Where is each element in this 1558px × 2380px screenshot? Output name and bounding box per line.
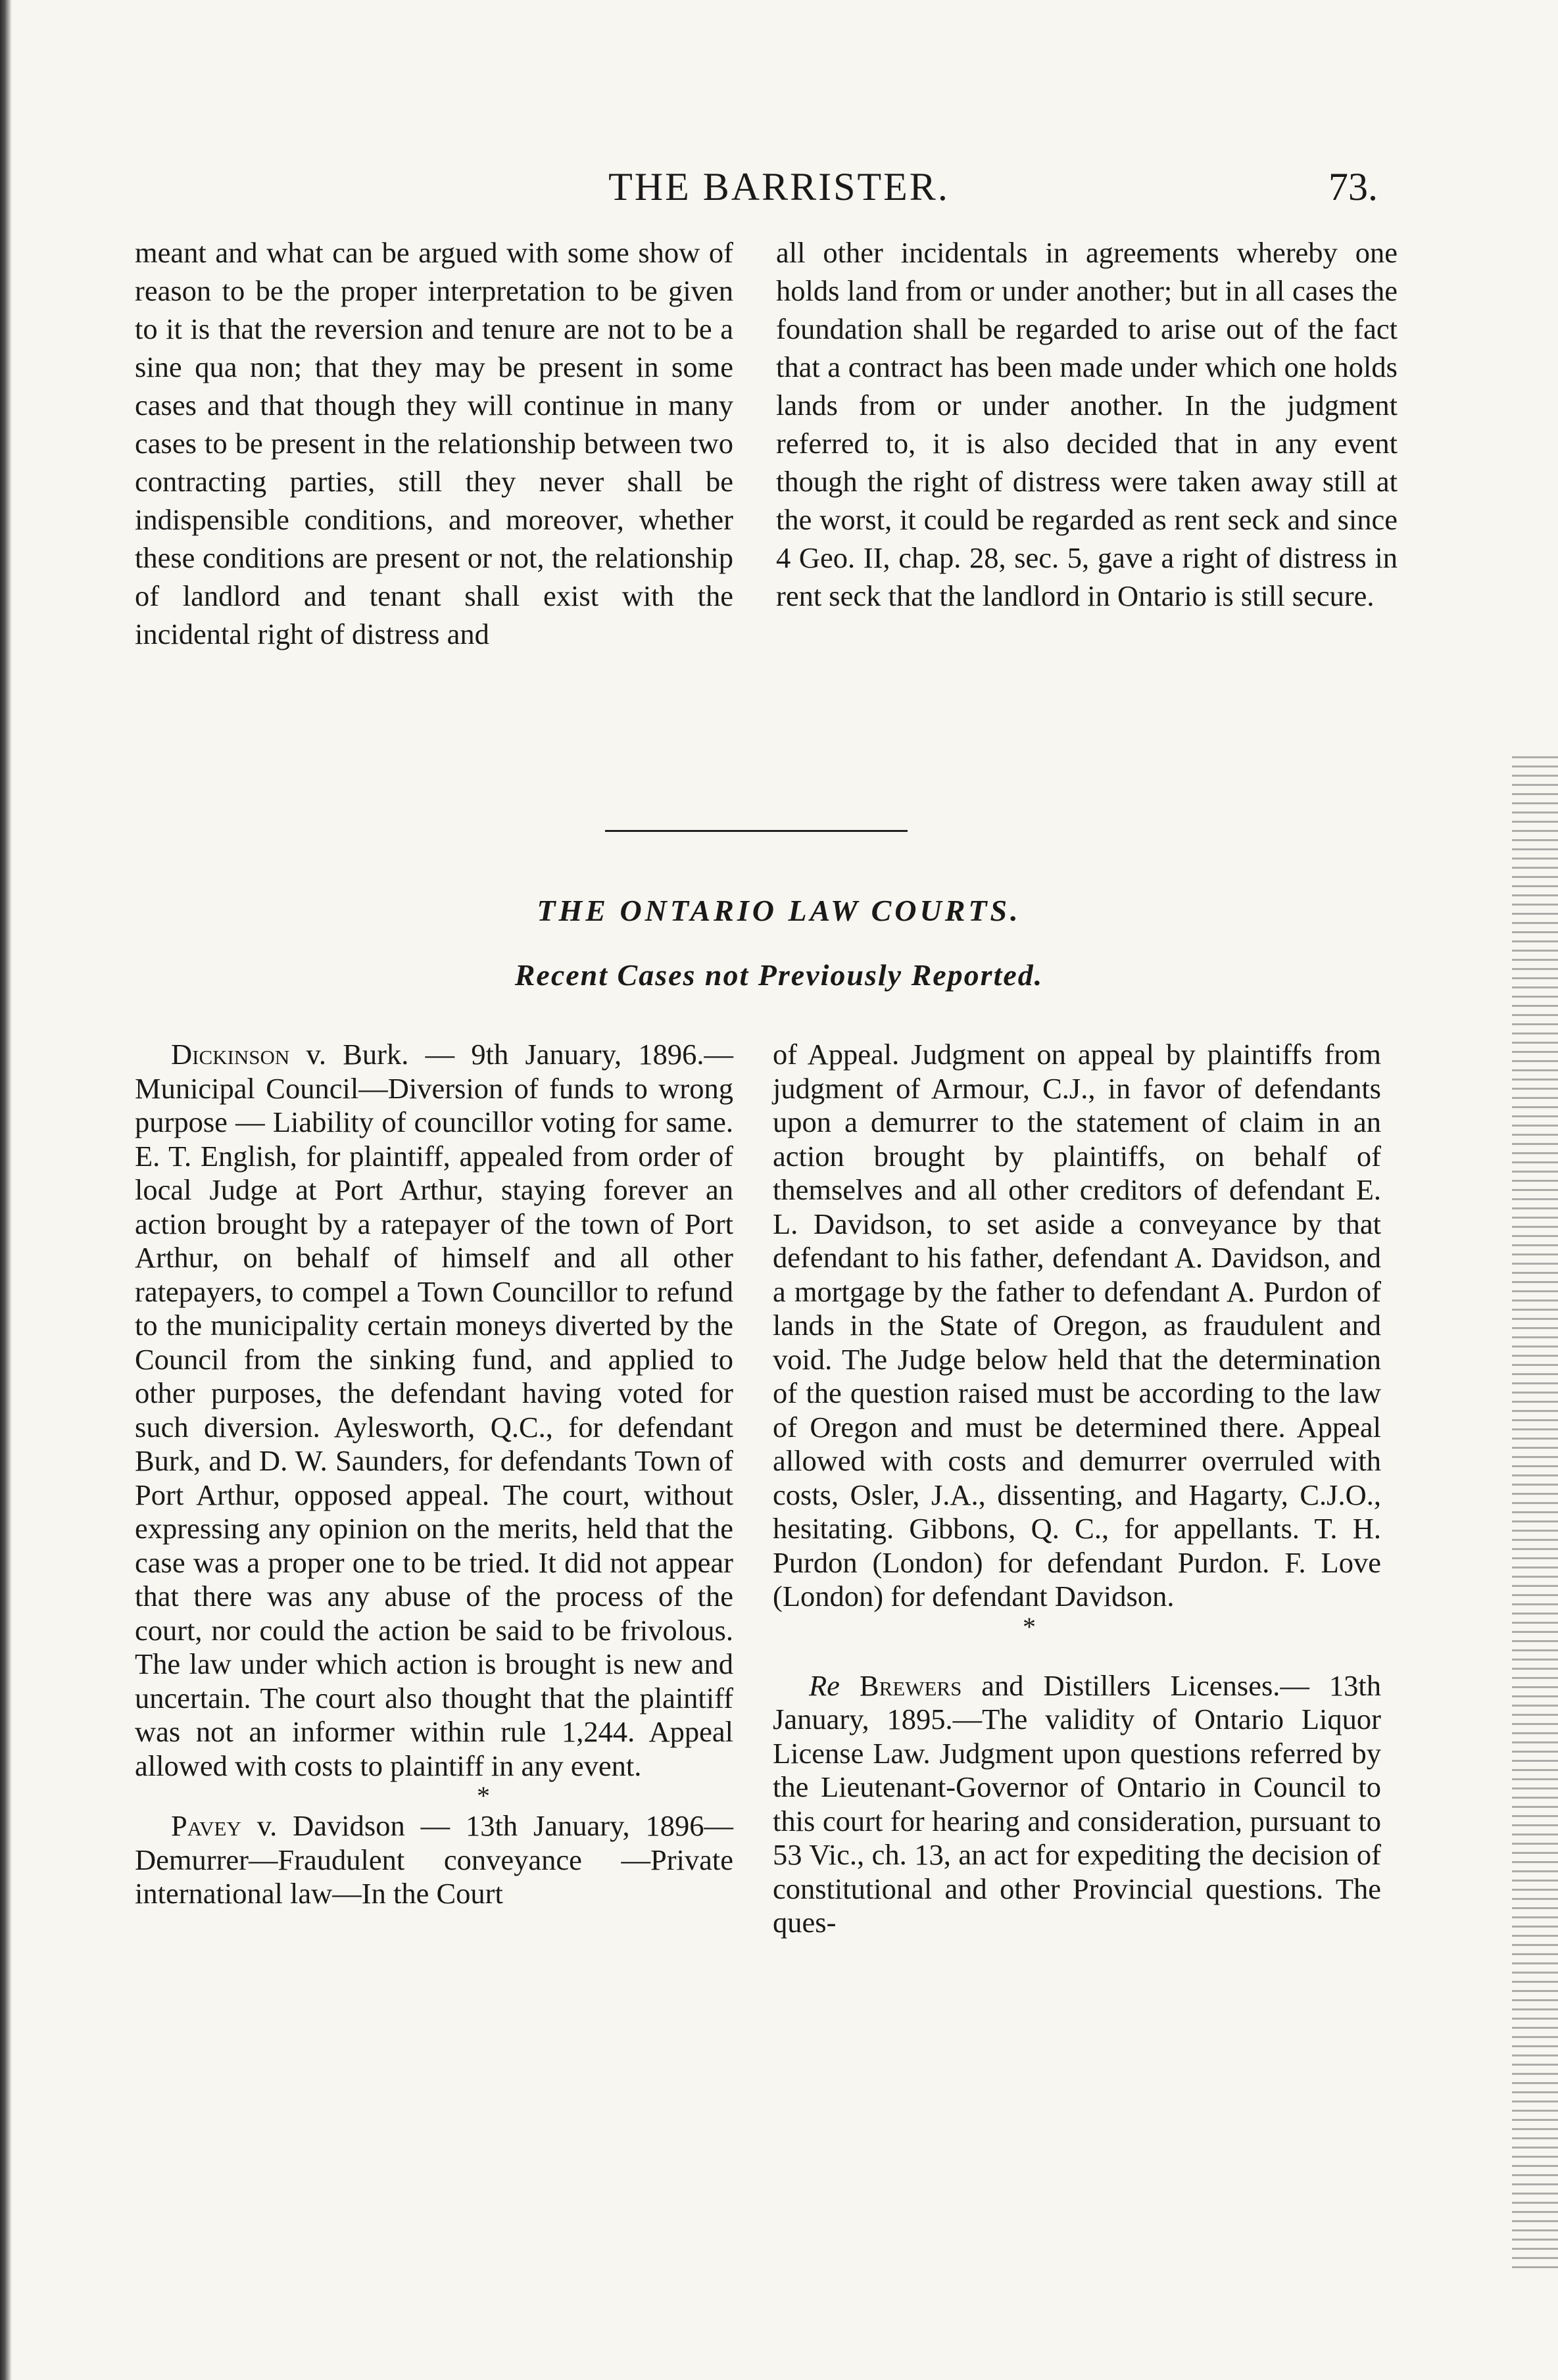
top-left-column bbox=[135, 233, 733, 653]
case-name: Dickinson bbox=[171, 1038, 290, 1071]
case-entry bbox=[135, 1809, 733, 1911]
top-right-paragraph: all other incidentals in agreements whereby one holds land from or under another; but in all cases the foundation shall be regarded to arise out of the fact that a contract has been made under which one holds lands from or under another. In the judgment referred to, it is also decided that in any event though the right of distress were taken away still at the worst, it could be regarded as rent seck and since 4 Geo. II, chap. 28, sec. 5, gave a right of distress in rent seck that the landlord in Ontario is still secure. bbox=[776, 236, 1398, 612]
cases-right-column bbox=[773, 1038, 1381, 1940]
case-text: v. Burk. — 9th January, 1896.—Municipal Council—Diversion of funds to wrong purpose — Liability of councillor voting for same. E. T. English, for plaintiff, appealed from order of local Judge at Port Arthur, staying forever an action brought by a ratepayer of the town of Port Arthur, on behalf of himself and all other ratepayers, to compel a Town Councillor to refund to the municipality certain moneys diverted by the Council from the sinking fund, and applied to other purposes, the defendant having voted for such diversion. Aylesworth, Q.C., for defendant Burk, and D. W. Saunders, for defendants Town of Port Arthur, opposed appeal. The court, without expressing any opinion on the merits, held that the case was a proper one to be tried. It did not appear that there was any abuse of the process of the court, nor could the action be said to be frivolous. The law under which action is brought is new and uncertain. The court also thought that the plaintiff was not an informer within rule 1,244. Appeal allowed with costs to plaintiff in any event. bbox=[135, 1038, 733, 1782]
case-continuation: of Appeal. Judgment on appeal by plaintiffs from judgment of Armour, C.J., in favor of defendants upon a demurrer to the statement of claim in an action brought by plaintiffs, on behalf of themselves and all other creditors of defendant E. L. Davidson, to set aside a conveyance by that defendant to his father, defendant A. Davidson, and a mortgage by the father to defendant A. Purdon of lands in the State of Oregon, as fraudulent and void. The Judge below held that the determination of the question raised must be according to the law of Oregon and must be determined there. Appeal allowed with costs and demurrer overruled with costs, Osler, J.A., dissenting, and Hagarty, C.J.O., hesitating. Gibbons, Q. C., for appellants. T. H. Purdon (London) for defendant Purdon. F. Love (London) for defendant Davidson. bbox=[773, 1038, 1381, 1613]
case-entry bbox=[773, 1669, 1381, 1940]
page-number: 73. bbox=[1328, 165, 1378, 208]
case-name: Brewers bbox=[859, 1668, 962, 1702]
section-subtitle: Recent Cases not Previously Reported. bbox=[514, 958, 1044, 992]
case-entry bbox=[135, 1038, 733, 1783]
cases-left-column bbox=[135, 1038, 733, 1911]
case-text: v. Davidson — 13th January, 1896—Demurrer—Fraudulent conveyance —Private international law—In the Court bbox=[135, 1809, 733, 1910]
section-title: THE ONTARIO LAW COURTS. bbox=[537, 894, 1021, 927]
case-prefix: Re bbox=[809, 1668, 840, 1702]
case-separator: * bbox=[477, 1781, 490, 1810]
top-left-paragraph: meant and what can be argued with some show of reason to be the proper interpretation to be given to it is that the reversion and tenure are not to be a sine qua non; that they may be present in some cases and that though they will continue in many cases to be present in the relationship between two contracting parties, still they never shall be indispensible conditions, and moreover, whether these conditions are present or not, the relationship of landlord and tenant shall exist with the incidental right of distress and bbox=[135, 236, 733, 650]
running-title: THE BARRISTER. bbox=[608, 165, 950, 208]
page-binding-shadow bbox=[0, 0, 12, 2380]
case-name: Pavey bbox=[171, 1809, 241, 1842]
case-separator: * bbox=[1023, 1611, 1036, 1641]
running-head bbox=[0, 164, 1558, 217]
case-text: and Distillers Licenses.— 13th January, 1895.—The validity of Ontario Liquor License Law. Judgment upon questions referred by the Lieutenant-Governor of Ontario in Council to this court for hearing and consideration, pursuant to 53 Vic., ch. 13, an act for expediting the decision of constitutional and other Provincial questions. The ques- bbox=[773, 1668, 1381, 1939]
top-right-column bbox=[776, 233, 1398, 615]
section-divider bbox=[605, 830, 908, 832]
